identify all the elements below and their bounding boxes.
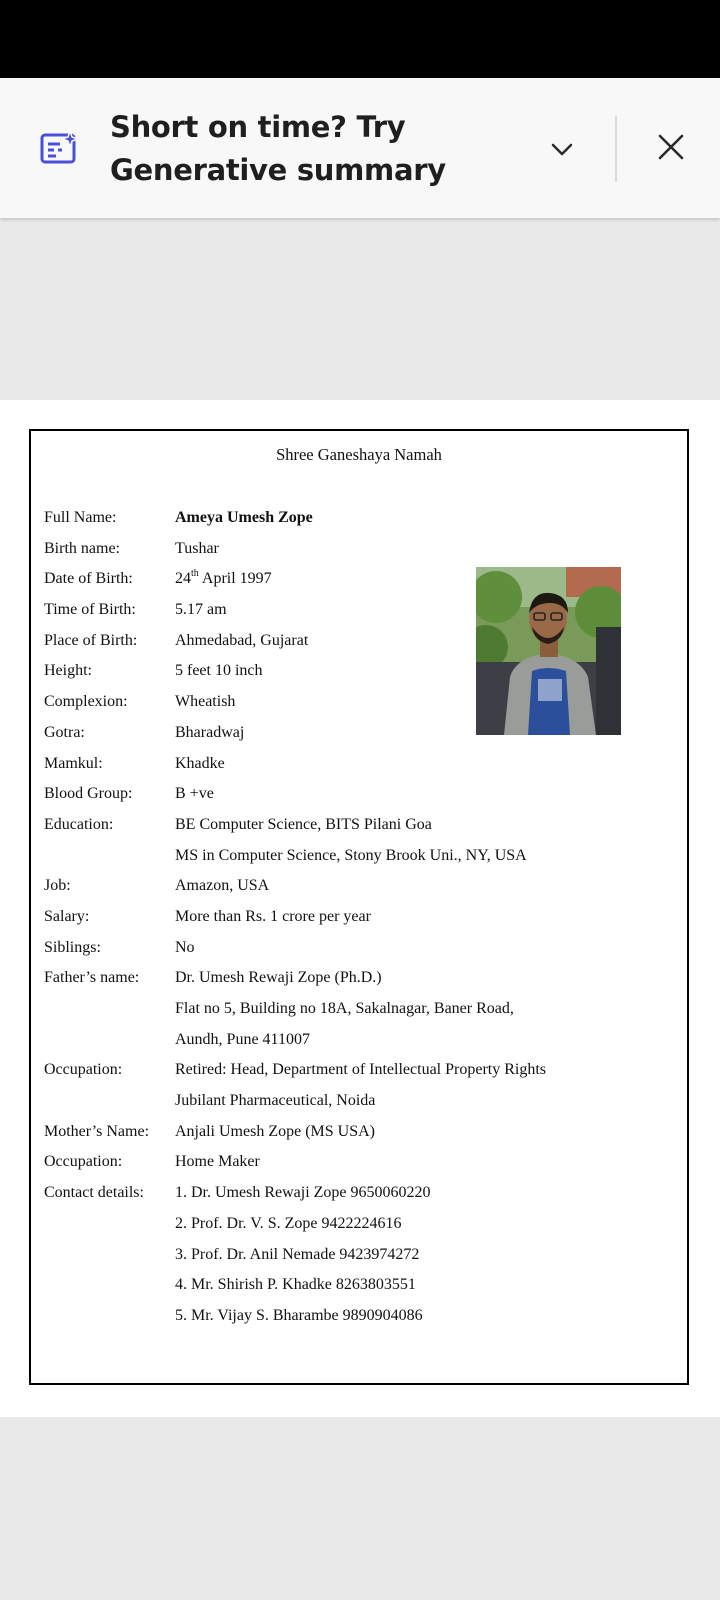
field-label: Occupation: xyxy=(44,1061,123,1079)
dob-ordinal: th xyxy=(191,568,199,580)
row-full-name xyxy=(44,503,664,534)
field-value: More than Rs. 1 crore per year xyxy=(175,907,371,925)
profile-photo xyxy=(476,567,621,735)
field-label: Complexion: xyxy=(44,693,128,711)
row-mother-name xyxy=(44,1117,664,1148)
field-value: Ahmedabad, Gujarat xyxy=(175,631,309,649)
field-value: 1. Dr. Umesh Rewaji Zope 9650060220 xyxy=(175,1184,431,1202)
row-birth-name xyxy=(44,534,664,565)
field-value: Khadke xyxy=(175,754,225,772)
field-label: Height: xyxy=(44,662,92,680)
row-job xyxy=(44,871,664,902)
field-value: No xyxy=(175,938,195,956)
row-address-2 xyxy=(44,1025,664,1056)
field-value: Aundh, Pune 411007 xyxy=(175,1030,310,1048)
field-label: Occupation: xyxy=(44,1153,123,1171)
close-icon[interactable] xyxy=(656,132,686,162)
field-label: Gotra: xyxy=(44,723,85,741)
document-heading: Shree Ganeshaya Namah xyxy=(276,445,442,464)
ai-summary-icon[interactable] xyxy=(40,130,80,166)
row-father-name xyxy=(44,963,664,994)
dob-day: 24 xyxy=(175,570,191,588)
field-value: Flat no 5, Building no 18A, Sakalnagar, Baner Road, xyxy=(175,1000,514,1017)
field-value: B +ve xyxy=(175,785,214,803)
status-bar xyxy=(0,0,720,78)
row-contact-5 xyxy=(44,1301,664,1332)
row-mamkul xyxy=(44,749,664,780)
field-label: Father’s name: xyxy=(44,969,140,987)
row-address-1 xyxy=(44,994,664,1025)
field-label: Date of Birth: xyxy=(44,570,133,588)
field-value: 4. Mr. Shirish P. Khadke 8263803551 xyxy=(175,1276,416,1294)
field-label: Mamkul: xyxy=(44,754,103,772)
field-label: Contact details: xyxy=(44,1184,144,1202)
row-salary xyxy=(44,902,664,933)
field-value: Home Maker xyxy=(175,1153,260,1171)
row-contact-1 xyxy=(44,1178,664,1209)
field-value: 5. Mr. Vijay S. Bharambe 9890904086 xyxy=(175,1306,423,1324)
field-value: Anjali Umesh Zope (MS USA) xyxy=(175,1122,375,1140)
field-value: 5.17 am xyxy=(175,601,227,619)
field-value: Tushar xyxy=(175,539,219,557)
field-label: Full Name: xyxy=(44,509,117,526)
field-value: Amazon, USA xyxy=(175,877,270,895)
field-value: Dr. Umesh Rewaji Zope (Ph.D.) xyxy=(175,969,382,987)
field-value: Bharadwaj xyxy=(175,723,245,741)
row-father-occupation-2 xyxy=(44,1086,664,1117)
row-mother-occupation xyxy=(44,1147,664,1178)
banner-line-2: Generative summary xyxy=(110,153,446,187)
biodata-frame xyxy=(29,429,689,1385)
field-value xyxy=(175,564,272,595)
banner-line-1: Short on time? Try xyxy=(110,110,406,144)
field-value: 3. Prof. Dr. Anil Nemade 9423974272 xyxy=(175,1245,420,1263)
field-label: Place of Birth: xyxy=(44,631,138,649)
banner-message[interactable] xyxy=(110,106,530,192)
dob-rest: April 1997 xyxy=(198,570,272,588)
field-label: Education: xyxy=(44,815,114,833)
banner-divider xyxy=(615,116,617,182)
row-contact-4 xyxy=(44,1270,664,1301)
field-label: Birth name: xyxy=(44,539,120,557)
row-contact-2 xyxy=(44,1209,664,1240)
row-siblings xyxy=(44,933,664,964)
field-value: 5 feet 10 inch xyxy=(175,662,263,680)
row-blood-group xyxy=(44,779,664,810)
field-value: Wheatish xyxy=(175,693,236,711)
field-value: Jubilant Pharmaceutical, Noida xyxy=(175,1092,376,1110)
document-page xyxy=(0,400,720,1417)
field-value: 2. Prof. Dr. V. S. Zope 9422224616 xyxy=(175,1214,402,1232)
field-value: BE Computer Science, BITS Pilani Goa xyxy=(175,815,432,833)
field-label: Siblings: xyxy=(44,938,101,956)
field-value: Retired: Head, Department of Intellectual Property Rights xyxy=(175,1061,546,1079)
field-label: Salary: xyxy=(44,907,90,925)
chevron-down-icon[interactable] xyxy=(548,135,576,163)
row-contact-3 xyxy=(44,1240,664,1271)
row-father-occupation xyxy=(44,1055,664,1086)
field-label: Mother’s Name: xyxy=(44,1122,150,1140)
field-value: Ameya Umesh Zope xyxy=(175,509,313,526)
row-education-2 xyxy=(44,841,664,872)
field-value: MS in Computer Science, Stony Brook Uni., NY, USA xyxy=(175,846,527,864)
field-label: Time of Birth: xyxy=(44,601,136,619)
field-label: Job: xyxy=(44,877,71,895)
field-label: Blood Group: xyxy=(44,785,133,803)
row-education xyxy=(44,810,664,841)
